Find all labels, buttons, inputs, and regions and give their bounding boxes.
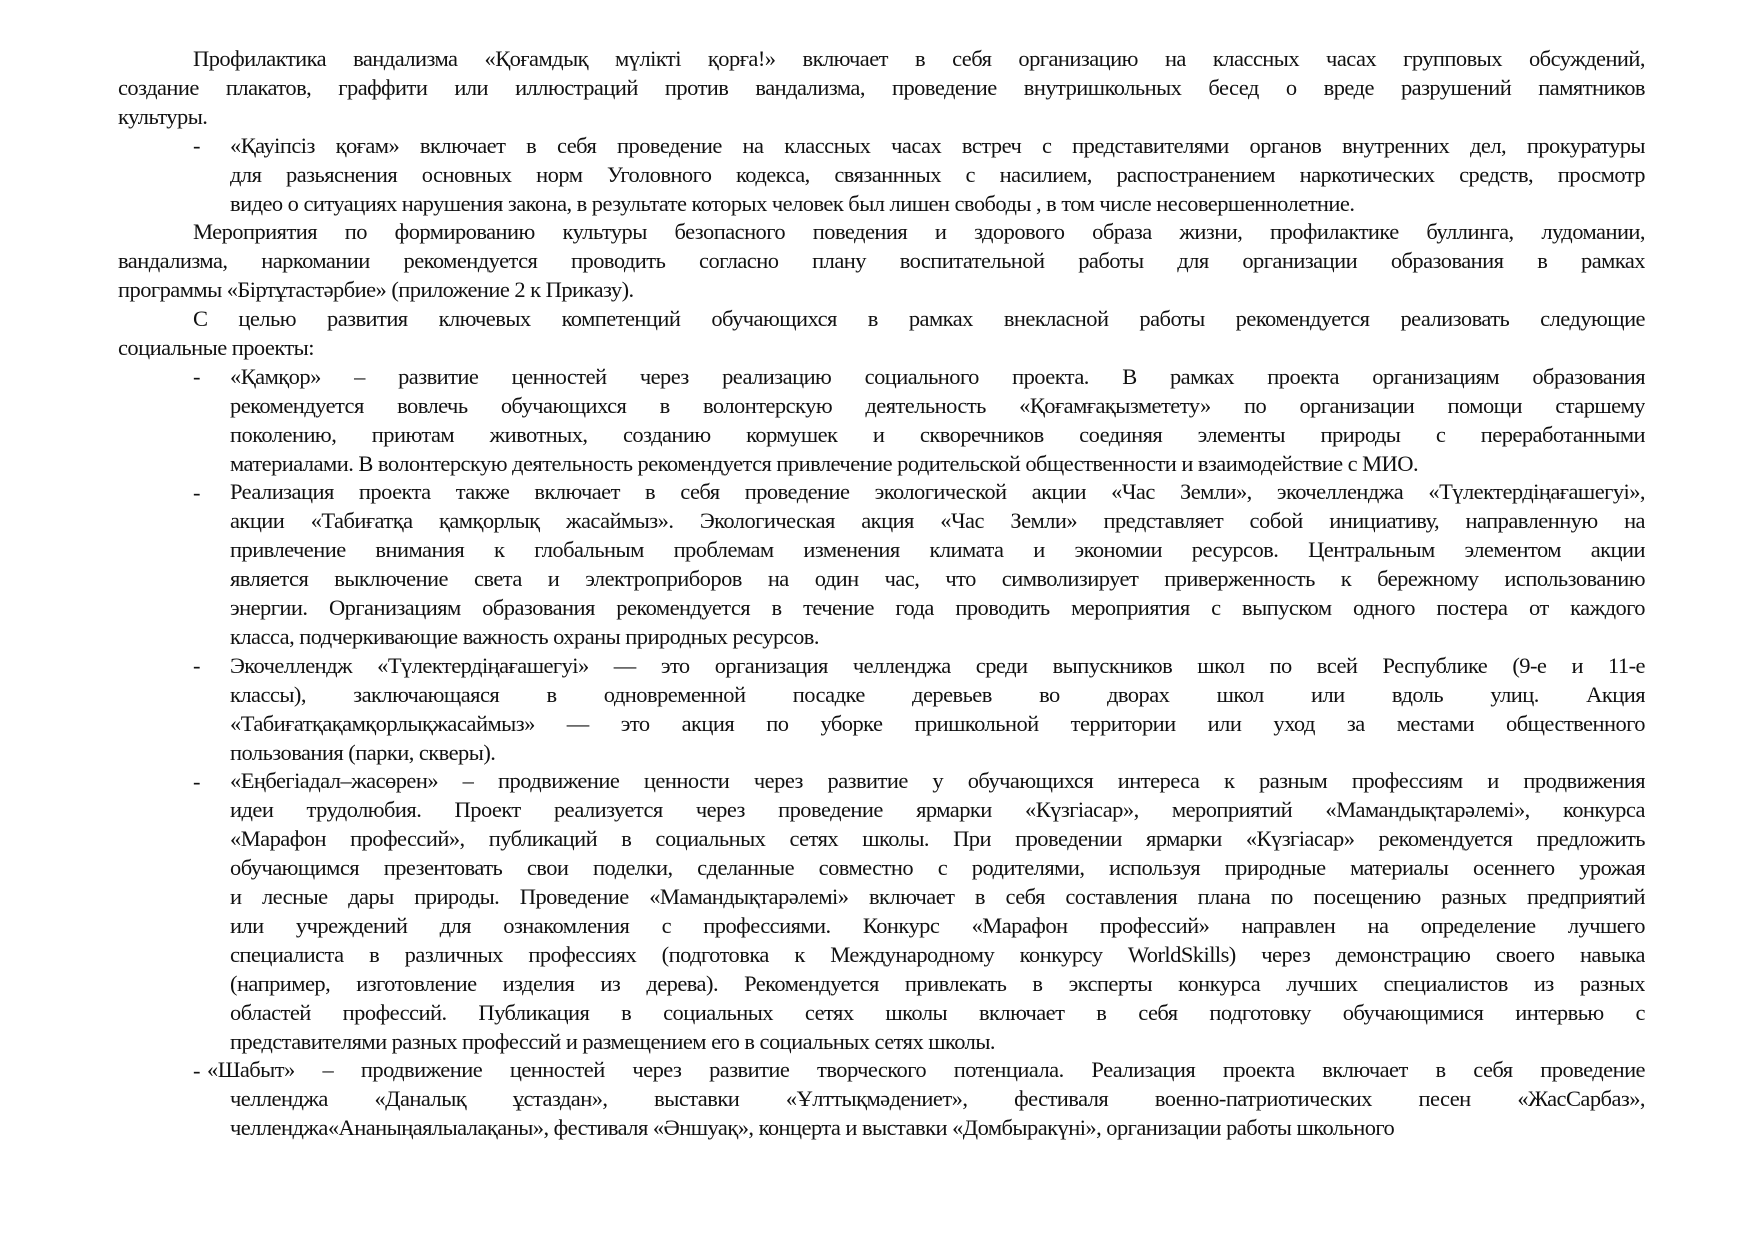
text-line: для разьяснения основных норм Уголовного кодекса, связаннных с насилием, распостранением наркотических средств, просмотр — [230, 162, 1645, 187]
text-line: создание плакатов, граффити или иллюстраций против вандализма, проведение внутришкольных бесед о вреде разрушений памятников — [118, 75, 1645, 100]
text-line: представителями разных профессий и размещением его в социальных сетях школы. — [230, 1029, 995, 1054]
text-line: классы), заключающаяся в одновременной посадке деревьев во дворах школ или вдоль улиц. Акция — [230, 682, 1645, 707]
text-line: челленджа«Ананыңаялыалақаны», фестиваля «Әншуақ», концерта и выставки «Домбыракүні», организации работы школьного — [230, 1115, 1395, 1140]
text-line: культуры. — [118, 104, 208, 129]
bullet-dash: - — [193, 363, 201, 389]
text-line: видео о ситуациях нарушения закона, в результате которых человек был лишен свободы , в том числе несовершеннолетние. — [230, 191, 1355, 216]
text-line: Профилактика вандализма «Қоғамдық мүлікті қорға!» включает в себя организацию на классных часах групповых обсуждений, — [193, 46, 1645, 71]
text-line: «Марафон профессий», публикаций в социальных сетях школы. При проведении ярмарки «Күзгіасар» рекомендуется предложить — [230, 826, 1645, 851]
bullet-dash: - — [193, 132, 201, 158]
bullet-dash: - — [193, 768, 201, 794]
text-line: «Қауіпсіз қоғам» включает в себя проведение на классных часах встреч с представителями органов внутренних дел, прокуратуры — [230, 133, 1645, 158]
text-line: и лесные дары природы. Проведение «Мамандықтарәлемі» включает в себя составления плана по посещению разных предприятий — [230, 884, 1645, 909]
text-line: или учреждений для ознакомления с профессиями. Конкурс «Марафон профессий» направлен на определение лучшего — [230, 913, 1645, 938]
text-line: Мероприятия по формированию культуры безопасного поведения и здорового образа жизни, профилактике буллинга, лудомании, — [193, 219, 1645, 244]
text-line: акции «Табиғатқа қамқорлық жасаймыз». Экологическая акция «Час Земли» представляет собой инициативу, направленную на — [230, 508, 1645, 533]
text-line: «Қамқор» – развитие ценностей через реализацию социального проекта. В рамках проекта организациям образования — [230, 364, 1645, 389]
text-line: Экочеллендж «Түлектердіңағашегуі» — это организация челленджа среди выпускников школ по всей Республике (9-е и 11-е — [230, 653, 1645, 678]
text-line: областей профессий. Публикация в социальных сетях школы включает в себя подготовку обучающимися интервью с — [230, 1000, 1645, 1025]
text-line: программы «Біртұтастәрбие» (приложение 2 к Приказу). — [118, 277, 634, 302]
bullet-dash: - — [193, 1057, 201, 1083]
text-line: социальные проекты: — [118, 335, 314, 360]
text-line: вандализма, наркомании рекомендуется проводить согласно плану воспитательной работы для организации образования в рамках — [118, 248, 1645, 273]
text-line: (например, изготовление изделия из дерева). Рекомендуется привлекать в эксперты конкурса лучших специалистов из разных — [230, 971, 1645, 996]
text-line: обучающимся презентовать свои поделки, сделанные совместно с родителями, используя природные материалы осеннего урожая — [230, 855, 1645, 880]
text-line: рекомендуется вовлечь обучающихся в волонтерскую деятельность «Қоғамғақызметету» по организации помощи старшему — [230, 393, 1645, 418]
text-line: идеи трудолюбия. Проект реализуется через проведение ярмарки «Күзгіасар», мероприятий «Мамандықтарәлемі», конкурса — [230, 797, 1645, 822]
text-line: привлечение внимания к глобальным проблемам изменения климата и экономии ресурсов. Центральным элементом акции — [230, 537, 1645, 562]
text-line: «Табиғатқақамқорлықжасаймыз» — это акция по уборке пришкольной территории или уход за местами общественного — [230, 711, 1645, 736]
text-line: энергии. Организациям образования рекомендуется в течение года проводить мероприятия с выпуском одного постера от каждого — [230, 595, 1645, 620]
text-line: материалами. В волонтерскую деятельность рекомендуется привлечение родительской общественности и взаимодействие с МИО. — [230, 451, 1419, 476]
text-line: класса, подчеркивающие важность охраны природных ресурсов. — [230, 624, 819, 649]
text-line: челленджа «Даналық ұстаздан», выставки «Ұлттықмәдениет», фестиваля военно-патриотических песен «ЖасСарбаз», — [230, 1086, 1645, 1111]
text-line: пользования (парки, скверы). — [230, 740, 496, 765]
bullet-dash: - — [193, 652, 201, 678]
text-line: является выключение света и электроприборов на один час, что символизирует приверженность к бережному использованию — [230, 566, 1645, 591]
text-line: С целью развития ключевых компетенций обучающихся в рамках внекласной работы рекомендуется реализовать следующие — [193, 306, 1645, 331]
text-line: Реализация проекта также включает в себя проведение экологической акции «Час Земли», экочелленджа «Түлектердіңағашегуі», — [230, 479, 1645, 504]
text-line: специалиста в различных профессиях (подготовка к Международному конкурсу WorldSkills) через демонстрацию своего навыка — [230, 942, 1645, 967]
text-line: поколению, приютам животных, созданию кормушек и скворечников соединяя элементы природы с переработанными — [230, 422, 1645, 447]
text-line: «Шабыт» – продвижение ценностей через развитие творческого потенциала. Реализация проекта включает в себя проведение — [207, 1057, 1645, 1082]
bullet-dash: - — [193, 479, 201, 505]
text-line: «Еңбегіадал–жасөрен» – продвижение ценности через развитие у обучающихся интереса к разным профессиям и продвижения — [230, 768, 1645, 793]
